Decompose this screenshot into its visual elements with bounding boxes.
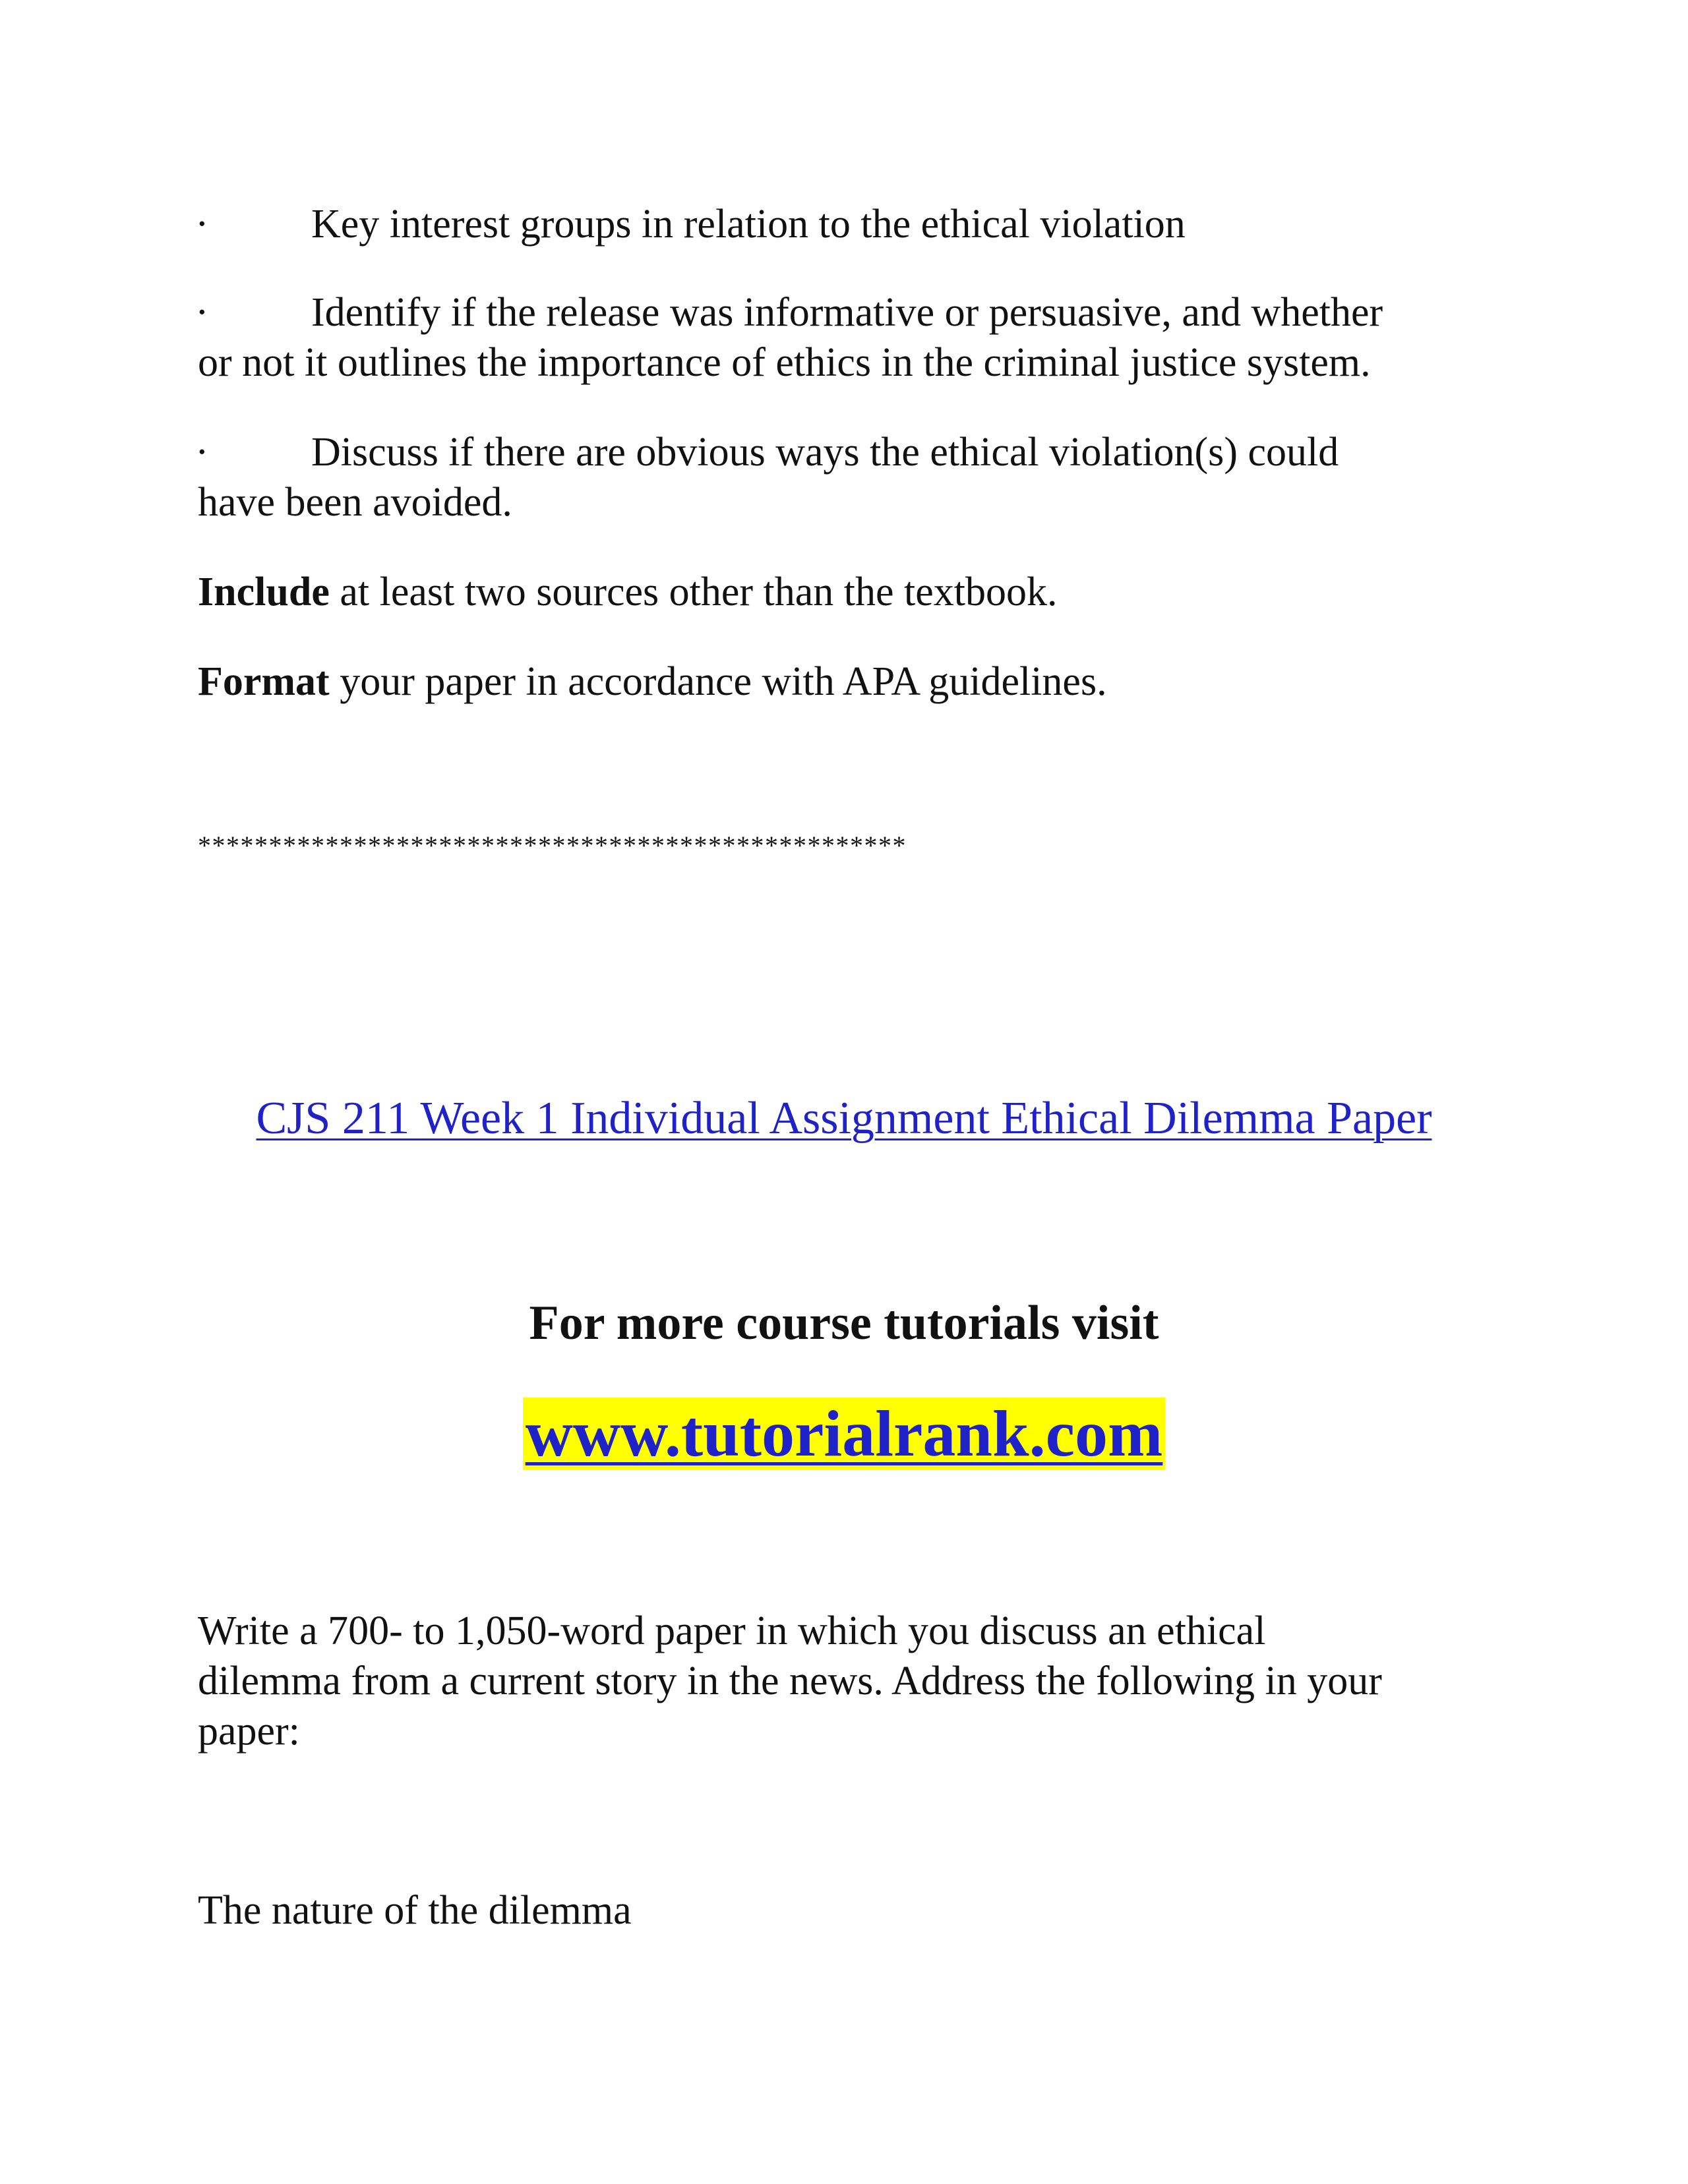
assignment-line-3: paper: bbox=[198, 1709, 300, 1754]
asterisk-separator: ************************************************** bbox=[198, 831, 907, 860]
include-bold-label: Include bbox=[198, 570, 330, 614]
format-bold-label: Format bbox=[198, 659, 330, 704]
bullet-discuss-avoided-line2: have been avoided. bbox=[198, 480, 512, 525]
website-link[interactable]: www.tutorialrank.com bbox=[523, 1398, 1166, 1470]
nature-of-dilemma: The nature of the dilemma bbox=[198, 1888, 632, 1933]
bullet-marker: · bbox=[195, 290, 209, 335]
website-container bbox=[0, 1398, 1688, 1470]
bullet-marker: · bbox=[195, 430, 209, 475]
include-text: at least two sources other than the textbook. bbox=[329, 570, 1058, 614]
assignment-line-1: Write a 700- to 1,050-word paper in which you discuss an ethical bbox=[198, 1608, 1266, 1653]
format-paragraph bbox=[198, 657, 1107, 707]
promo-heading: For more course tutorials visit bbox=[529, 1296, 1159, 1350]
format-text: your paper in accordance with APA guidelines. bbox=[329, 659, 1107, 704]
bullet-discuss-avoided-line1: Discuss if there are obvious ways the ethical violation(s) could bbox=[311, 430, 1339, 475]
bullet-identify-release-line1: Identify if the release was informative or persuasive, and whether bbox=[311, 290, 1383, 335]
include-paragraph bbox=[198, 567, 1058, 617]
bullet-marker: · bbox=[195, 202, 209, 247]
course-title-link[interactable]: CJS 211 Week 1 Individual Assignment Ethical Dilemma Paper bbox=[256, 1093, 1432, 1144]
assignment-line-2: dilemma from a current story in the news. Address the following in your bbox=[198, 1659, 1382, 1703]
bullet-identify-release-line2: or not it outlines the importance of ethics in the criminal justice system. bbox=[198, 340, 1371, 385]
bullet-key-interest-groups: Key interest groups in relation to the ethical violation bbox=[311, 202, 1186, 247]
